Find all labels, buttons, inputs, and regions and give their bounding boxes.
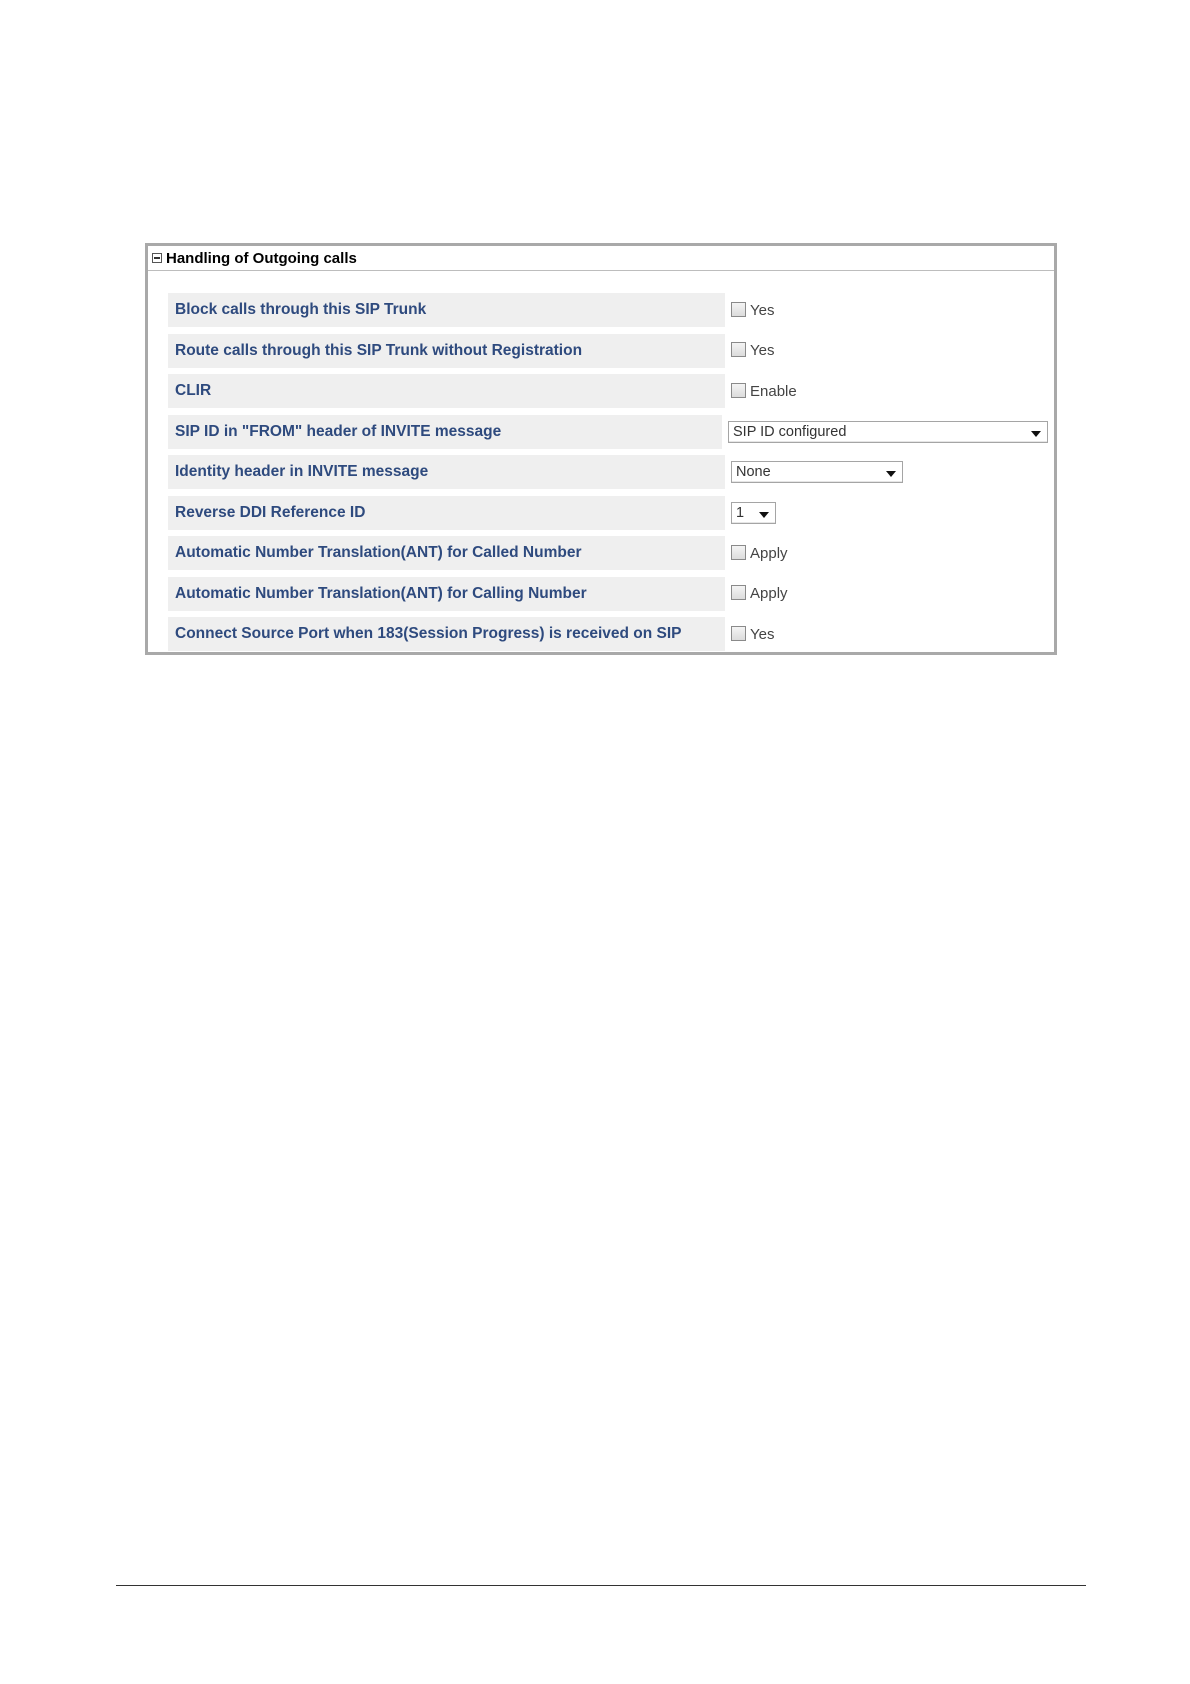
- row-label: Connect Source Port when 183(Session Progress) is received on SIP: [168, 617, 725, 651]
- dropdown-arrow-icon[interactable]: [1031, 431, 1041, 437]
- row-label: Route calls through this SIP Trunk without Registration: [168, 334, 725, 368]
- row-connect-source-port: [168, 617, 1048, 651]
- connect-source-port-checkbox[interactable]: [731, 626, 746, 641]
- checkbox-label: Yes: [750, 342, 775, 359]
- row-identity-header: [168, 455, 1048, 489]
- row-label: CLIR: [168, 374, 725, 408]
- outgoing-calls-panel: [145, 243, 1057, 655]
- row-clir: [168, 374, 1048, 408]
- row-sip-id-from-header: [168, 415, 1048, 449]
- row-control: [725, 293, 1048, 327]
- settings-rows: [168, 293, 1048, 658]
- reverse-ddi-select[interactable]: [731, 502, 776, 524]
- collapse-minus-icon[interactable]: [152, 253, 162, 263]
- row-control: [725, 334, 1048, 368]
- panel-header[interactable]: [148, 246, 1054, 271]
- identity-header-select[interactable]: [731, 461, 903, 483]
- row-control: [722, 415, 1048, 449]
- row-control: [725, 577, 1048, 611]
- ant-calling-checkbox[interactable]: [731, 585, 746, 600]
- row-label: Automatic Number Translation(ANT) for Called Number: [168, 536, 725, 570]
- row-control: [725, 536, 1048, 570]
- row-reverse-ddi: [168, 496, 1048, 530]
- row-control: [725, 496, 1048, 530]
- row-route-without-registration: [168, 334, 1048, 368]
- sip-id-from-header-select[interactable]: [728, 421, 1048, 443]
- route-without-registration-checkbox[interactable]: [731, 342, 746, 357]
- dropdown-arrow-icon[interactable]: [886, 471, 896, 477]
- row-label: Identity header in INVITE message: [168, 455, 725, 489]
- clir-checkbox[interactable]: [731, 383, 746, 398]
- row-control: [725, 617, 1048, 651]
- select-value: SIP ID configured: [733, 423, 847, 440]
- checkbox-label: Apply: [750, 544, 788, 562]
- panel-title: Handling of Outgoing calls: [166, 249, 357, 267]
- row-block-calls: [168, 293, 1048, 327]
- row-label: Automatic Number Translation(ANT) for Calling Number: [168, 577, 725, 611]
- checkbox-label: Apply: [750, 585, 788, 602]
- row-label: Block calls through this SIP Trunk: [168, 293, 725, 327]
- ant-called-checkbox[interactable]: [731, 545, 746, 560]
- row-control: [725, 374, 1048, 408]
- row-ant-called: [168, 536, 1048, 570]
- row-ant-calling: [168, 577, 1048, 611]
- checkbox-label: Yes: [750, 625, 775, 643]
- checkbox-label: Yes: [750, 301, 775, 319]
- row-label: SIP ID in "FROM" header of INVITE message: [168, 415, 722, 449]
- row-label: Reverse DDI Reference ID: [168, 496, 725, 530]
- dropdown-arrow-icon[interactable]: [759, 512, 769, 518]
- checkbox-label: Enable: [750, 382, 797, 400]
- select-value: 1: [736, 504, 745, 521]
- block-calls-checkbox[interactable]: [731, 302, 746, 317]
- select-value: None: [736, 464, 771, 480]
- row-control: [725, 455, 1048, 489]
- footer-divider: [116, 1585, 1086, 1586]
